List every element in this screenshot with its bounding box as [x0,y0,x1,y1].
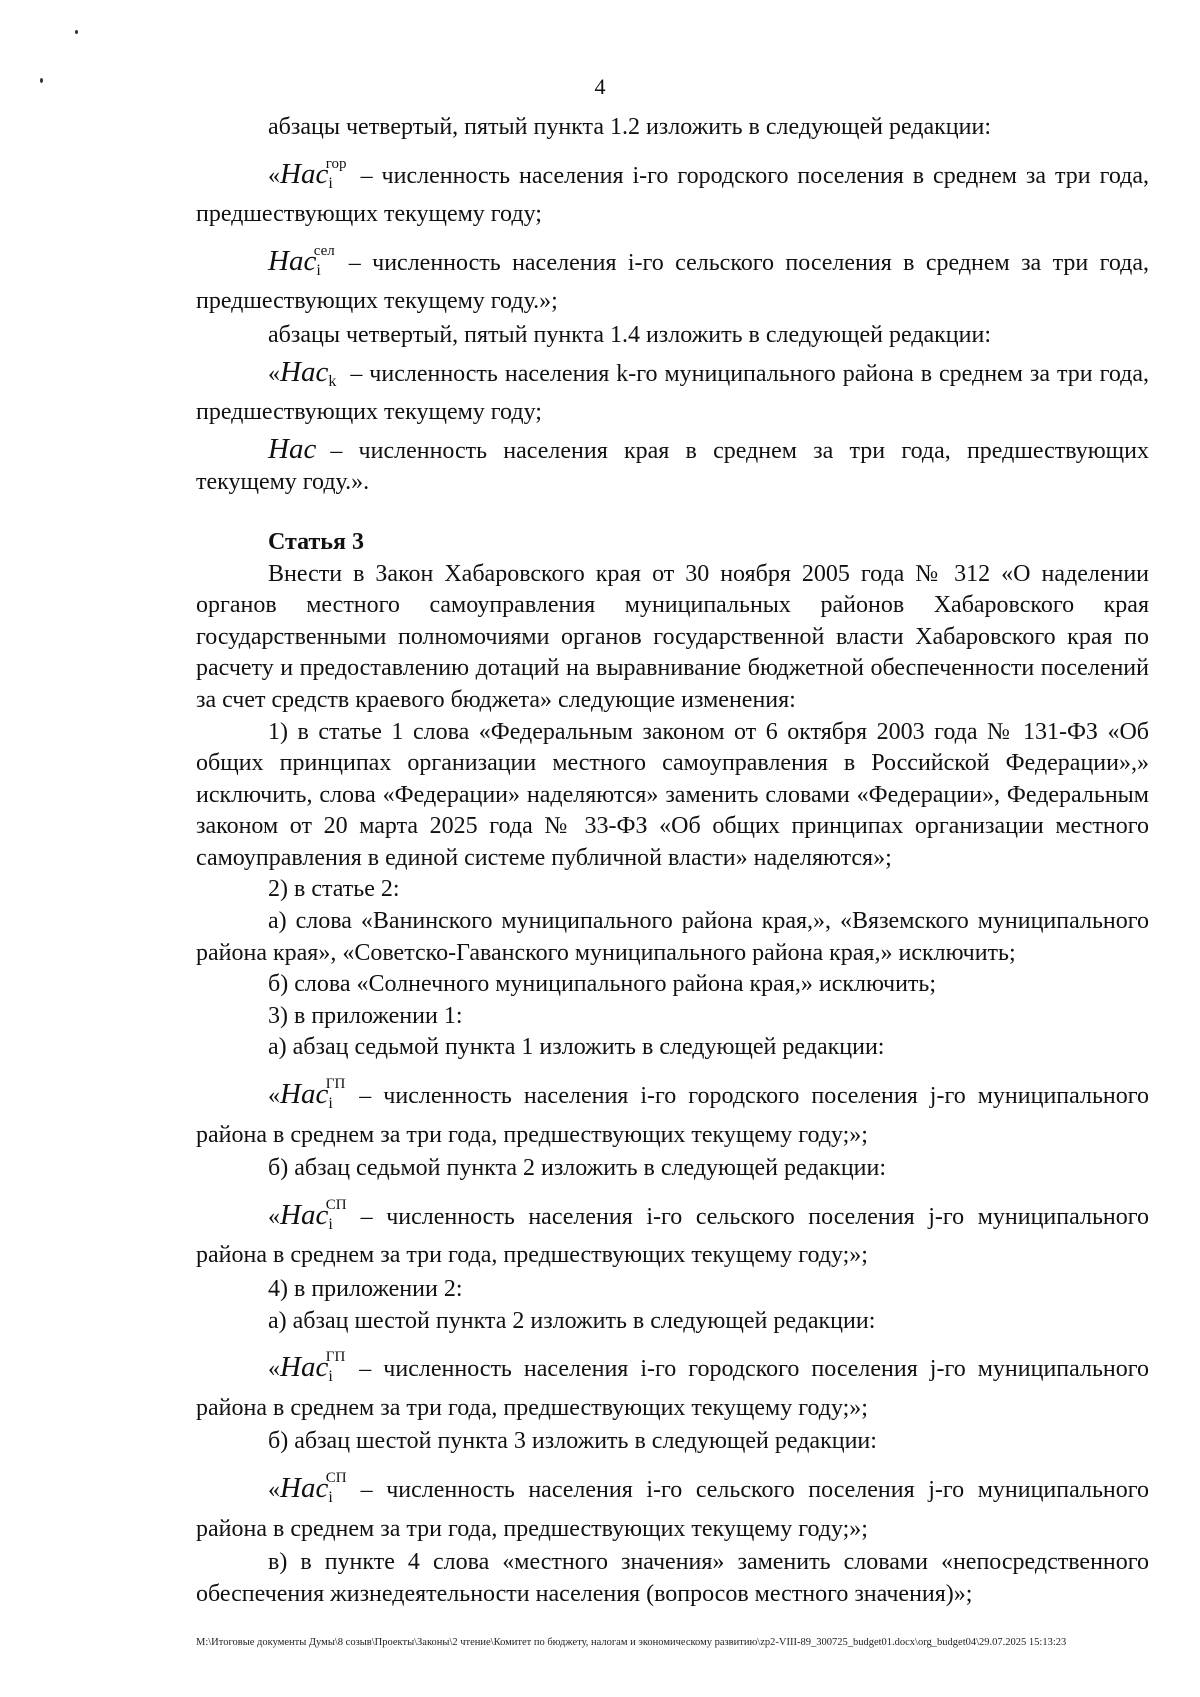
definition-text: – численность населения i-го сельского поселения в среднем за три года, предшествующих текущему году.»; [196,249,1149,315]
list-item: 4) в приложении 2: [268,1276,463,1302]
footer-file-path [196,1636,1149,1650]
document-body [196,112,1149,1610]
formula-variable: Нас [280,1351,329,1384]
list-item: а) абзац шестой пункта 2 изложить в следующей редакции: [268,1307,876,1334]
definition-text: – численность населения i-го городского поселения j-го муниципального района в среднем за три года, предшествующих текущему году;»; [196,1083,1149,1148]
formula-definition [196,1069,1149,1151]
definition-text: – численность населения k-го муниципального района в среднем за три года, предшествующих текущему году; [196,360,1149,426]
formula-subscript: i [328,1215,333,1233]
formula-variable: Нас [268,432,317,465]
list-item: 1) в статье 1 слова «Федеральным законом от 6 октября 2003 года № 131-ФЗ «Об общих принципах организации местного самоуправления в Российской Федерации»,» исключить, слова «Федерации» наделяются» заменить словами «Федерации», Федеральным законом от 20 марта 2025 года № 33-ФЗ «Об общих принципах организации местного самоуправления в единой системе публичной власти» наделяются»; [196,718,1149,871]
formula-variable: Нас [280,1471,329,1504]
formula-variable: Нас [280,157,329,190]
formula-subscript: i [328,174,333,192]
list-item: б) абзац шестой пункта 3 изложить в следующей редакции: [268,1428,877,1455]
formula-variable: Нас [280,355,329,388]
formula-definition [196,1342,1149,1424]
formula-subscript: i [328,1095,333,1113]
formula-superscript: ГП [325,1076,346,1093]
formula-definition [196,1463,1149,1545]
opening-quote: « [268,162,280,189]
list-item: 3) в приложении 1: [268,1002,463,1029]
article-heading: Статья 3 [268,528,364,555]
list-item: а) абзац седьмой пункта 1 изложить в следующей редакции: [268,1034,885,1061]
list-item: а) слова «Ванинского муниципального района края,», «Вяземского муниципального района края», «Советско-Гаванского муниципального района края,» исключить; [196,908,1149,966]
formula-subscript: i [316,261,321,279]
paragraph: Внести в Закон Хабаровского края от 30 ноября 2005 года № 312 «О наделении органов местного самоуправления муниципальных районов Хабаровского края государственными полномочиями органов государственной власти Хабаровского края по расчету и предоставлению дотаций на выравнивание бюджетной обеспеченности поселений за счет средств краевого бюджета» следующие изменения: [196,560,1149,713]
opening-quote: « [268,1476,280,1503]
list-item: б) абзац седьмой пункта 2 изложить в следующей редакции: [268,1155,887,1182]
definition-text: – численность населения i-го городского поселения j-го муниципального района в среднем за три года, предшествующих текущему году;»; [196,1356,1149,1421]
definition-text: – численность населения края в среднем за три года, предшествующих текущему году.». [196,437,1149,496]
formula-superscript: СП [325,1196,347,1213]
opening-quote: « [268,1083,280,1110]
list-item: б) слова «Солнечного муниципального района края,» исключить; [268,971,937,998]
formula-definition [196,434,1149,499]
formula-variable: Нас [280,1198,329,1231]
formula-definition [196,149,1149,231]
definition-text: – численность населения i-го городского поселения в среднем за три года, предшествующих текущему году; [196,162,1149,228]
formula-subscript: i [328,1488,333,1506]
formula-variable: Нас [268,244,317,277]
formula-superscript: ГП [325,1349,346,1366]
paragraph: абзацы четвертый, пятый пункта 1.4 изложить в следующей редакции: [268,321,991,348]
formula-superscript: гор [325,155,347,172]
opening-quote: « [268,360,280,387]
formula-superscript: СП [325,1469,347,1486]
formula-definition [196,1190,1149,1272]
opening-quote: « [268,1203,280,1230]
list-item: 2) в статье 2: [268,876,400,903]
paragraph: абзацы четвертый, пятый пункта 1.2 изложить в следующей редакции: [268,114,991,140]
definition-text: – численность населения i-го сельского поселения j-го муниципального района в среднем за три года, предшествующих текущему году;»; [196,1476,1149,1542]
formula-definition [196,357,1149,429]
formula-variable: Нас [280,1078,329,1111]
formula-subscript: k [328,372,337,390]
list-item: в) в пункте 4 слова «местного значения» заменить словами «непосредственного обеспечения жизнедеятельности населения (вопросов местного значения)»; [196,1549,1149,1607]
formula-definition [196,236,1149,318]
scan-speck [75,30,78,34]
definition-text: – численность населения i-го сельского поселения j-го муниципального района в среднем за три года, предшествующих текущему году;»; [196,1203,1149,1269]
formula-subscript: i [328,1368,333,1386]
page-number: 4 [594,74,606,99]
formula-superscript: сел [313,242,335,259]
opening-quote: « [268,1356,280,1383]
footer-text: M:\Итоговые документы Думы\8 созыв\Проекты\Законы\2 чтение\Комитет по бюджету, налогам и экономическому развитию\zp2-VIII-89_300725_budget01.docx\org_budget04\29.07.2025 15:13:23 [196,1637,1067,1648]
